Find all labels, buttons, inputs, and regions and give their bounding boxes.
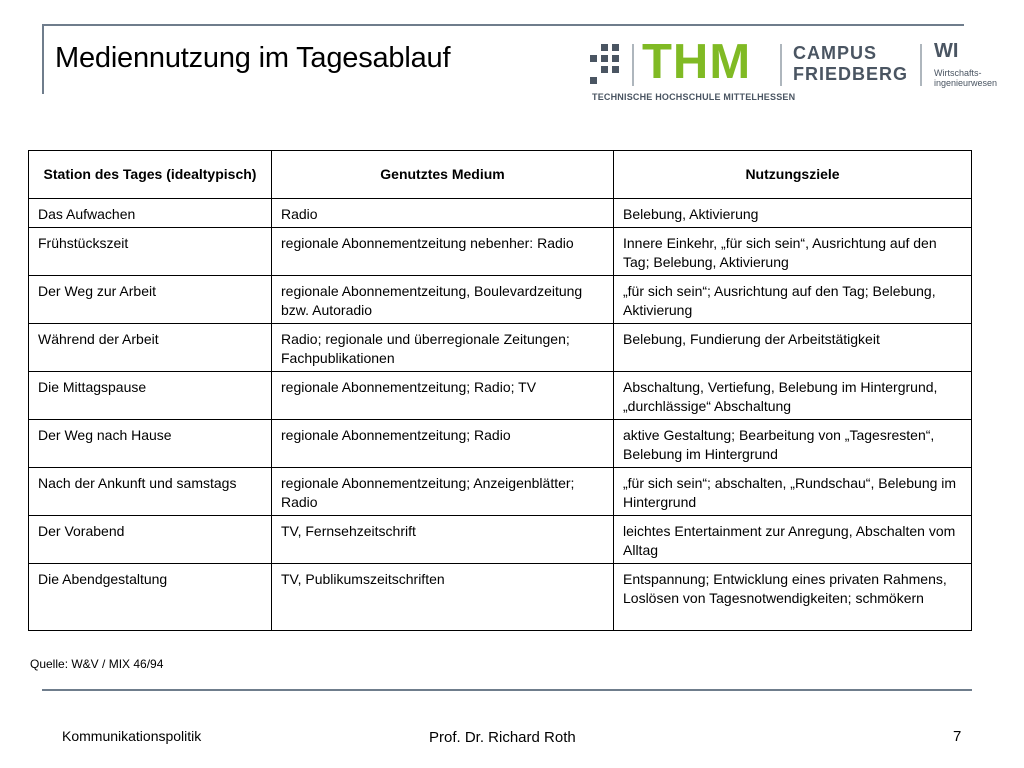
table-row [29,372,972,420]
cell-medium: regionale Abonnementzeitung; Anzeigenblätter; Radio [272,468,614,516]
thm-dots-icon [590,44,630,84]
cell-medium: Radio; regionale und überregionale Zeitungen; Fachpublikationen [272,324,614,372]
table-row [29,199,972,228]
cell-station: Der Vorabend [29,516,272,564]
table-row [29,564,972,631]
cell-medium: regionale Abonnementzeitung nebenher: Radio [272,228,614,276]
footer-rule [42,689,972,691]
cell-goals: „für sich sein“; abschalten, „Rundschau“, Belebung im Hintergrund [614,468,972,516]
cell-goals: leichtes Entertainment zur Anregung, Abschalten vom Alltag [614,516,972,564]
thm-subtitle: TECHNISCHE HOCHSCHULE MITTELHESSEN [592,92,796,102]
title-rule-horizontal [42,24,964,26]
cell-station: Nach der Ankunft und samstags [29,468,272,516]
campus-label: CAMPUS [793,43,878,63]
wi-subtitle-1: Wirtschafts- [934,68,982,78]
thm-wordmark: THM [642,35,752,89]
page-number: 7 [953,728,962,745]
table-header-row [29,151,972,199]
cell-goals: aktive Gestaltung; Bearbeitung von „Tagesresten“, Belebung im Hintergrund [614,420,972,468]
cell-goals: „für sich sein“; Ausrichtung auf den Tag; Belebung, Aktivierung [614,276,972,324]
title-rule-vertical [42,24,44,94]
table-row [29,276,972,324]
wi-subtitle-2: ingenieurwesen [934,78,998,88]
cell-goals: Belebung, Aktivierung [614,199,972,228]
cell-station: Der Weg nach Hause [29,420,272,468]
column-header-medium: Genutztes Medium [272,151,614,199]
wi-label: WI [934,40,959,62]
cell-goals: Innere Einkehr, „für sich sein“, Ausrichtung auf den Tag; Belebung, Aktivierung [614,228,972,276]
cell-station: Die Mittagspause [29,372,272,420]
cell-station: Die Abendgestaltung [29,564,272,631]
cell-station: Der Weg zur Arbeit [29,276,272,324]
cell-goals: Entspannung; Entwicklung eines privaten Rahmens, Loslösen von Tagesnotwendigkeiten; schmökern [614,564,972,631]
column-header-goals: Nutzungsziele [614,151,972,199]
thm-logo [590,35,1010,107]
footer-course: Kommunikationspolitik [62,728,202,744]
cell-medium: TV, Publikumszeitschriften [272,564,614,631]
column-header-station: Station des Tages (idealtypisch) [29,151,272,199]
cell-station: Während der Arbeit [29,324,272,372]
cell-medium: regionale Abonnementzeitung; Radio [272,420,614,468]
cell-medium: regionale Abonnementzeitung; Radio; TV [272,372,614,420]
table-row [29,420,972,468]
media-usage-table [28,150,972,631]
table-row [29,468,972,516]
cell-station: Frühstückszeit [29,228,272,276]
cell-medium: TV, Fernsehzeitschrift [272,516,614,564]
page-title: Mediennutzung im Tagesablauf [55,42,451,74]
cell-goals: Abschaltung, Vertiefung, Belebung im Hintergrund, „durchlässige“ Abschaltung [614,372,972,420]
source-note: Quelle: W&V / MIX 46/94 [30,657,164,671]
footer-author: Prof. Dr. Richard Roth [429,729,576,746]
cell-station: Das Aufwachen [29,199,272,228]
cell-goals: Belebung, Fundierung der Arbeitstätigkeit [614,324,972,372]
table-row [29,516,972,564]
cell-medium: Radio [272,199,614,228]
table-row [29,228,972,276]
cell-medium: regionale Abonnementzeitung, Boulevardzeitung bzw. Autoradio [272,276,614,324]
table-row [29,324,972,372]
friedberg-label: FRIEDBERG [793,64,909,84]
